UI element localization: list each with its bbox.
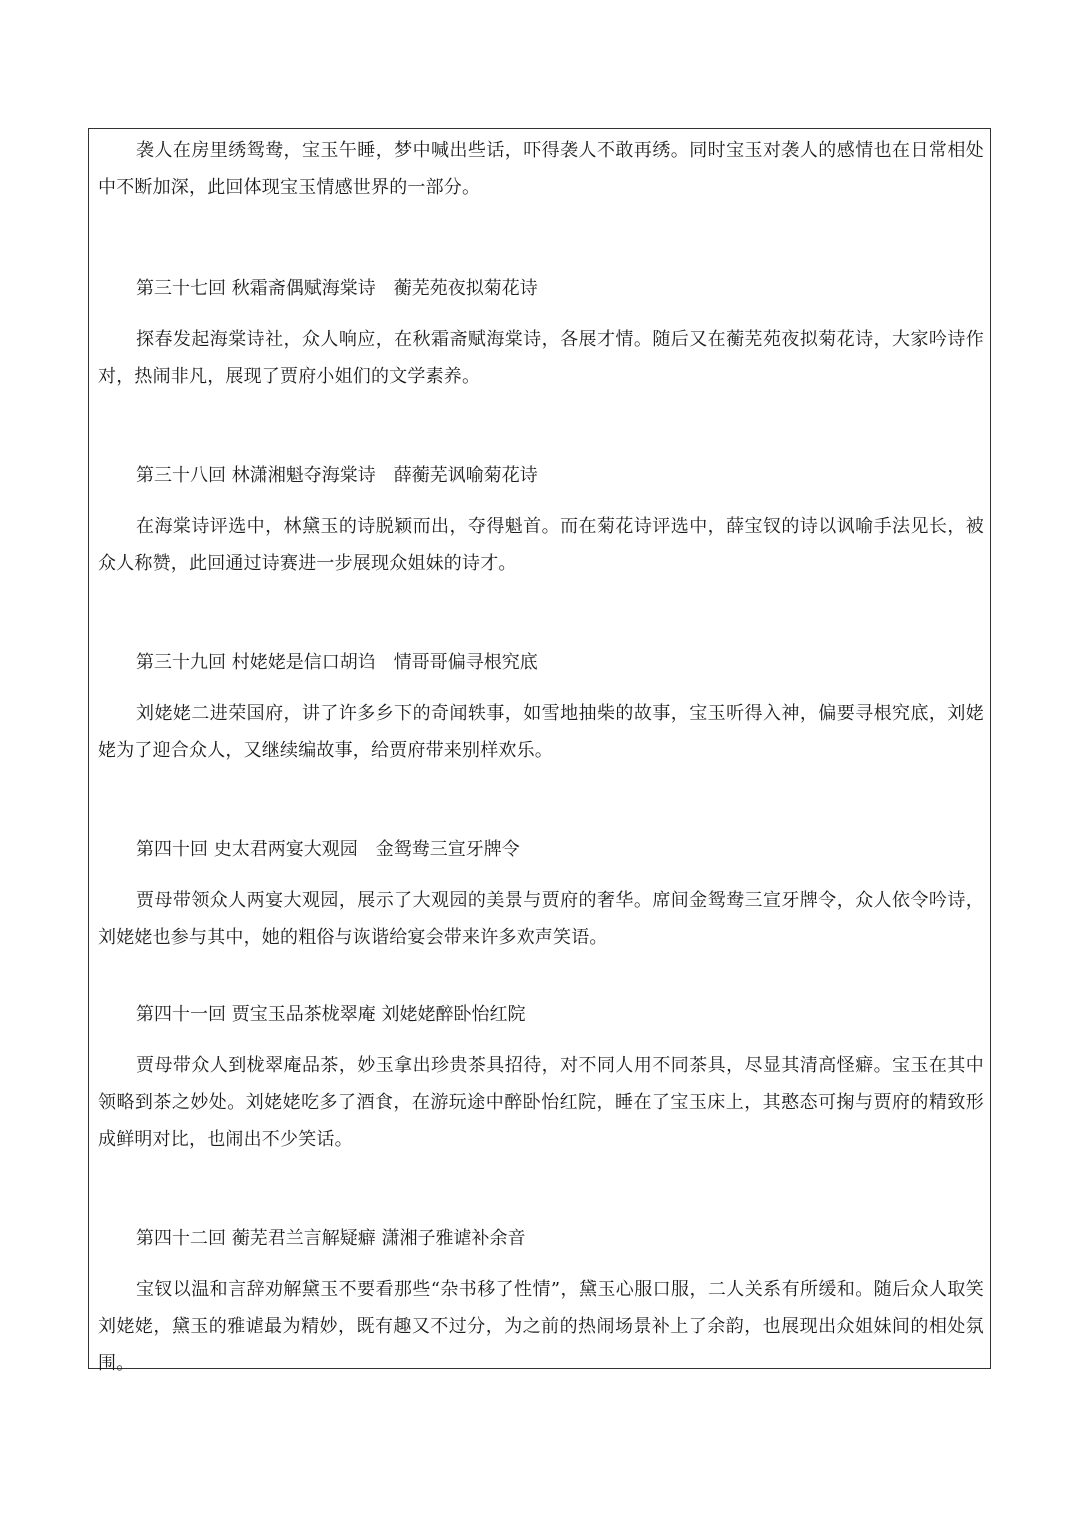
chapter-38-summary: 在海棠诗评选中，林黛玉的诗脱颖而出，夺得魁首。而在菊花诗评选中，薛宝钗的诗以讽喻手法见长，被众人称赞，此回通过诗赛进一步展现众姐妹的诗才。	[98, 516, 984, 574]
chapter-39-title: 第三十九回 村姥姥是信口胡诌 情哥哥偏寻根究底	[136, 652, 538, 673]
chapter-40-title: 第四十回 史太君两宴大观园 金鸳鸯三宣牙牌令	[136, 839, 520, 860]
chapter-38-title: 第三十八回 林潇湘魁夺海棠诗 薛蘅芜讽喻菊花诗	[136, 465, 538, 486]
chapter-41-title: 第四十一回 贾宝玉品茶栊翠庵 刘姥姥醉卧怡红院	[136, 1004, 526, 1025]
chapter-37-title: 第三十七回 秋霜斋偶赋海棠诗 蘅芜苑夜拟菊花诗	[136, 278, 538, 299]
chapter-42-title: 第四十二回 蘅芜君兰言解疑癖 潇湘子雅谑补余音	[136, 1228, 526, 1249]
chapter-37-summary: 探春发起海棠诗社，众人响应，在秋霜斋赋海棠诗，各展才情。随后又在蘅芜苑夜拟菊花诗，大家吟诗作对，热闹非凡，展现了贾府小姐们的文学素养。	[98, 329, 984, 387]
chapter-39-summary: 刘姥姥二进荣国府，讲了许多乡下的奇闻轶事，如雪地抽柴的故事，宝玉听得入神，偏要寻根究底，刘姥姥为了迎合众人，又继续编故事，给贾府带来别样欢乐。	[98, 703, 984, 761]
chapter-42-summary: 宝钗以温和言辞劝解黛玉不要看那些“杂书移了性情”，黛玉心服口服，二人关系有所缓和。随后众人取笑刘姥姥，黛玉的雅谑最为精妙，既有趣又不过分，为之前的热闹场景补上了余韵，也展现出众姐妹间的相处氛围。	[98, 1279, 984, 1374]
opening-summary: 袭人在房里绣鸳鸯，宝玉午睡，梦中喊出些话，吓得袭人不敢再绣。同时宝玉对袭人的感情也在日常相处中不断加深，此回体现宝玉情感世界的一部分。	[98, 140, 984, 198]
chapter-41-summary: 贾母带众人到栊翠庵品茶，妙玉拿出珍贵茶具招待，对不同人用不同茶具，尽显其清高怪癖。宝玉在其中领略到茶之妙处。刘姥姥吃多了酒食，在游玩途中醉卧怡红院，睡在了宝玉床上，其憨态可掬与贾府的精致形成鲜明对比，也闹出不少笑话。	[98, 1055, 984, 1150]
document-content	[98, 132, 984, 1382]
chapter-40-summary: 贾母带领众人两宴大观园，展示了大观园的美景与贾府的奢华。席间金鸳鸯三宣牙牌令，众人依令吟诗，刘姥姥也参与其中，她的粗俗与诙谐给宴会带来许多欢声笑语。	[98, 890, 984, 948]
